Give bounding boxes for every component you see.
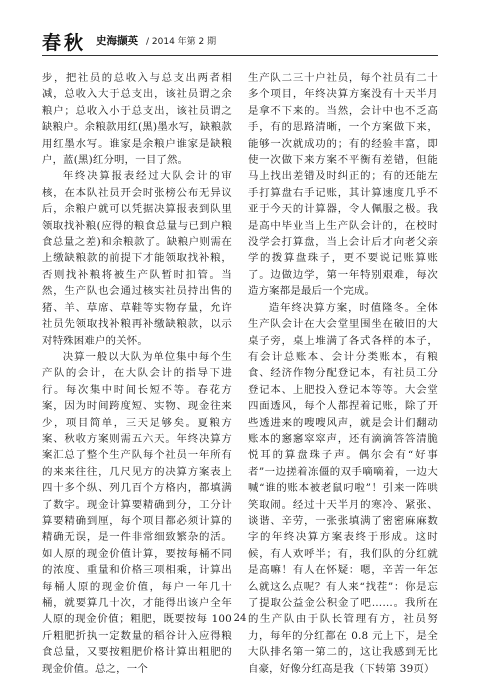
magazine-section-name: 史海撷英	[96, 35, 138, 47]
paragraph: 决算一般以大队为单位集中每个生产队的会计，在大队会计的指导下进行。每次集中时间长短不等。春花方案，因为时间跨度短、实物、现金往来少，项目简单，三天足够矣。夏粮方案、秋收方案则需五六天。年终决算方案汇总了整个生产队每个社员一年所有的来来往往，几尺见方的决算方案表上四十多个纵、列几百个方格内，都填满了数字。现金计算要精确到分，工分计算要精确到厘，每个项目都必须计算的精确无误，是一件非常细致繁杂的活。如人原的现金价值计算，要按每桶不同的浓度、重量和价格三项相乘，计算出每桶人原的现金价值，每户一年几十桶，就要算几十次，才能得出该户全年人原的现金价值；粗肥，既要按每 100 斤粗肥折执一定数量的稻谷计入应得粮食总量，又要按粗肥价格计算出粗肥的现金价值。总之，一个	[42, 350, 232, 675]
magazine-brand-logo: 春秋	[42, 32, 87, 54]
page-header	[42, 28, 438, 52]
paragraph: 年终决算报表经过大队会计的审核，在本队社员开会时张榜公布无异议后，余粮户就可以凭据决算报表到队里领取找补粮(应得的粮食总量与已到户粮食总量之差)和余粮款了。缺粮户则需在上缴缺粮款的前提下才能领取找补粮，否则找补粮将被生产队暂时扣管。当然，生产队也会通过核实社员持出售的猪、羊、草席、草鞋等实物存量，允许社员先领取找补粮再补缴缺粮款，以示对特殊困难户的关怀。	[42, 170, 232, 347]
page-number: 24	[233, 613, 247, 624]
left-text-column	[42, 70, 232, 675]
right-text-column	[248, 70, 438, 675]
paragraph: 步，把社员的总收入与总支出两者相减，总收入大于总支出，该社员谓之余粮户；总收入小于总支出，该社员谓之缺粮户。余粮款用红(黑)墨水写，缺粮款用红墨水写。谁家是余粮户谁家是缺粮户，蓝(黑)红分明，一目了然。	[42, 72, 232, 167]
paragraph: 造年终决算方案，时值隆冬。全体生产队会计在大会堂里围坐在破旧的大桌子旁，桌上堆满了各式各样的本子，有会计总账本、会计分类账本，有粮食、经济作物分配登记本，有社员工分登记本、上肥投入登记本等等。大会堂四面透风，每个人都捏着记账，除了开些透进来的嗖嗖风声，就是会计们翻动账本的窸窸窣窣声，还有滴滴答答清脆悦耳的算盘珠子声。偶尔会有“好事者”一边搓着冻僵的双手嘀嘀着，一边大喊“谁的账本被老鼠叼啦”！引来一阵哄笑取闹。经过十天半月的寒冷、紧张、谈谐、辛劳，一张张填满了密密麻麻数字的年终决算方案表终于形成。这时候，有人欢呼半；有，我们队的分红就是高嘛！有人在怀疑：嗯，辛苦一年怎么就这么点呢？有人来“找茬”：你是忘了提取公益金公积金了吧……。我所在的生产队由于队长管理有方，社员努力，每年的分红都在 0.8 元上下，是全大队排名第一第二的，这让我感到无比自豪，好像分红高是我（下转第 39页）	[248, 301, 438, 675]
header-rule	[42, 55, 438, 56]
paragraph: 生产队二三十户社员，每个社员有二十多个项目，年终决算方案没有十天半月是拿不下来的。当然，会计中也不乏高手，有的思路清晰，一个方案做下来，能够一次就成功的；有的经验丰富，即使一次做下来方案不平衡有差错，但能马上找出差错及时纠正的；有的还能左手打算盘右手记账，其计算速度几乎不亚于今天的计算器，令人佩服之极。我是高中毕业当上生产队会计的，在校时没学会打算盘，当上会计后才向老父亲学的拨算盘珠子，更不要说记账算账了。边做边学，第一年特别艰难，每次造方案都是最后一个完成。	[248, 72, 438, 298]
issue-info: / 2014 年第 2 期	[146, 37, 217, 47]
